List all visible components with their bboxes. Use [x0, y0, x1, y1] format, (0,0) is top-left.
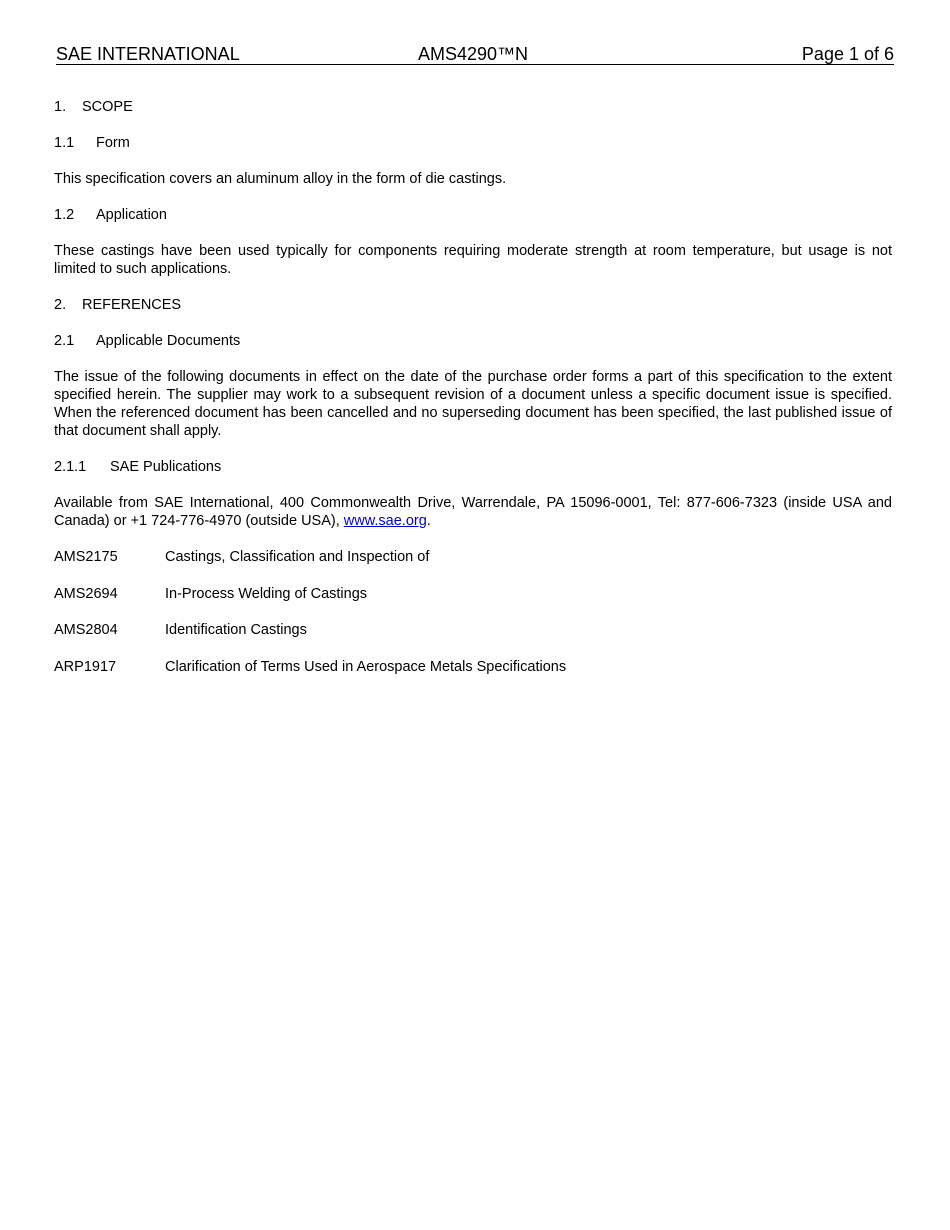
section-title: Applicable Documents: [96, 333, 241, 349]
reference-row: [54, 585, 892, 603]
section-heading-references: [54, 296, 892, 314]
section-title: REFERENCES: [82, 297, 182, 313]
reference-code: AMS2175: [54, 549, 118, 565]
document-body: [54, 98, 892, 694]
section-number: 1.: [54, 99, 67, 115]
header-document-id: AMS4290™N: [418, 44, 529, 64]
reference-title: Identification Castings: [165, 622, 307, 638]
section-heading-applicable-documents: [54, 332, 892, 350]
section-number: 1.1: [54, 135, 75, 151]
reference-code: AMS2804: [54, 622, 118, 638]
form-paragraph: This specification covers an aluminum alloy in the form of die castings.: [54, 171, 507, 187]
sae-publications-paragraph: [54, 494, 892, 530]
application-paragraph: These castings have been used typically for components requiring moderate strength at room temperature, but usage is not limited to such applications.: [54, 243, 892, 277]
section-title: Form: [96, 135, 130, 151]
header-organization: SAE INTERNATIONAL: [56, 44, 240, 64]
section-number: 2.1.1: [54, 459, 87, 475]
section-number: 1.2: [54, 207, 75, 223]
page-header: [56, 43, 894, 65]
section-number: 2.1: [54, 333, 75, 349]
section-heading-scope: [54, 98, 892, 116]
section-title: SCOPE: [82, 99, 133, 115]
header-page-number: Page 1 of 6: [801, 44, 894, 64]
reference-row: [54, 658, 892, 676]
section-title: Application: [96, 207, 167, 223]
sae-website-link[interactable]: www.sae.org: [343, 513, 427, 529]
availability-text-end: .: [426, 513, 431, 529]
reference-code: ARP1917: [54, 658, 117, 675]
reference-title: In-Process Welding of Castings: [165, 585, 368, 602]
section-heading-sae-publications: [54, 458, 892, 476]
availability-text: Available from SAE International, 400 Commonwealth Drive, Warrendale, PA 15096-0001, Tel: 877-606-7323 (inside USA and Canada) or +1 724-776-4970 (outside USA),: [54, 495, 892, 529]
reference-row: [54, 621, 892, 639]
section-title: SAE Publications: [110, 459, 222, 475]
reference-code: AMS2694: [54, 585, 118, 602]
section-number: 2.: [54, 297, 67, 313]
applicable-documents-paragraph: The issue of the following documents in effect on the date of the purchase order forms a part of this specification to the extent specified herein. The supplier may work to a subsequent revision of a document unless a specific document issue is specified. When the referenced document has been cancelled and no superseding document has been specified, the last published issue of that document shall apply.: [54, 369, 892, 439]
section-heading-form: [54, 134, 892, 152]
reference-title: Clarification of Terms Used in Aerospace Metals Specifications: [165, 658, 567, 675]
reference-title: Castings, Classification and Inspection of: [165, 549, 430, 565]
reference-row: [54, 548, 892, 566]
section-heading-application: [54, 206, 892, 224]
